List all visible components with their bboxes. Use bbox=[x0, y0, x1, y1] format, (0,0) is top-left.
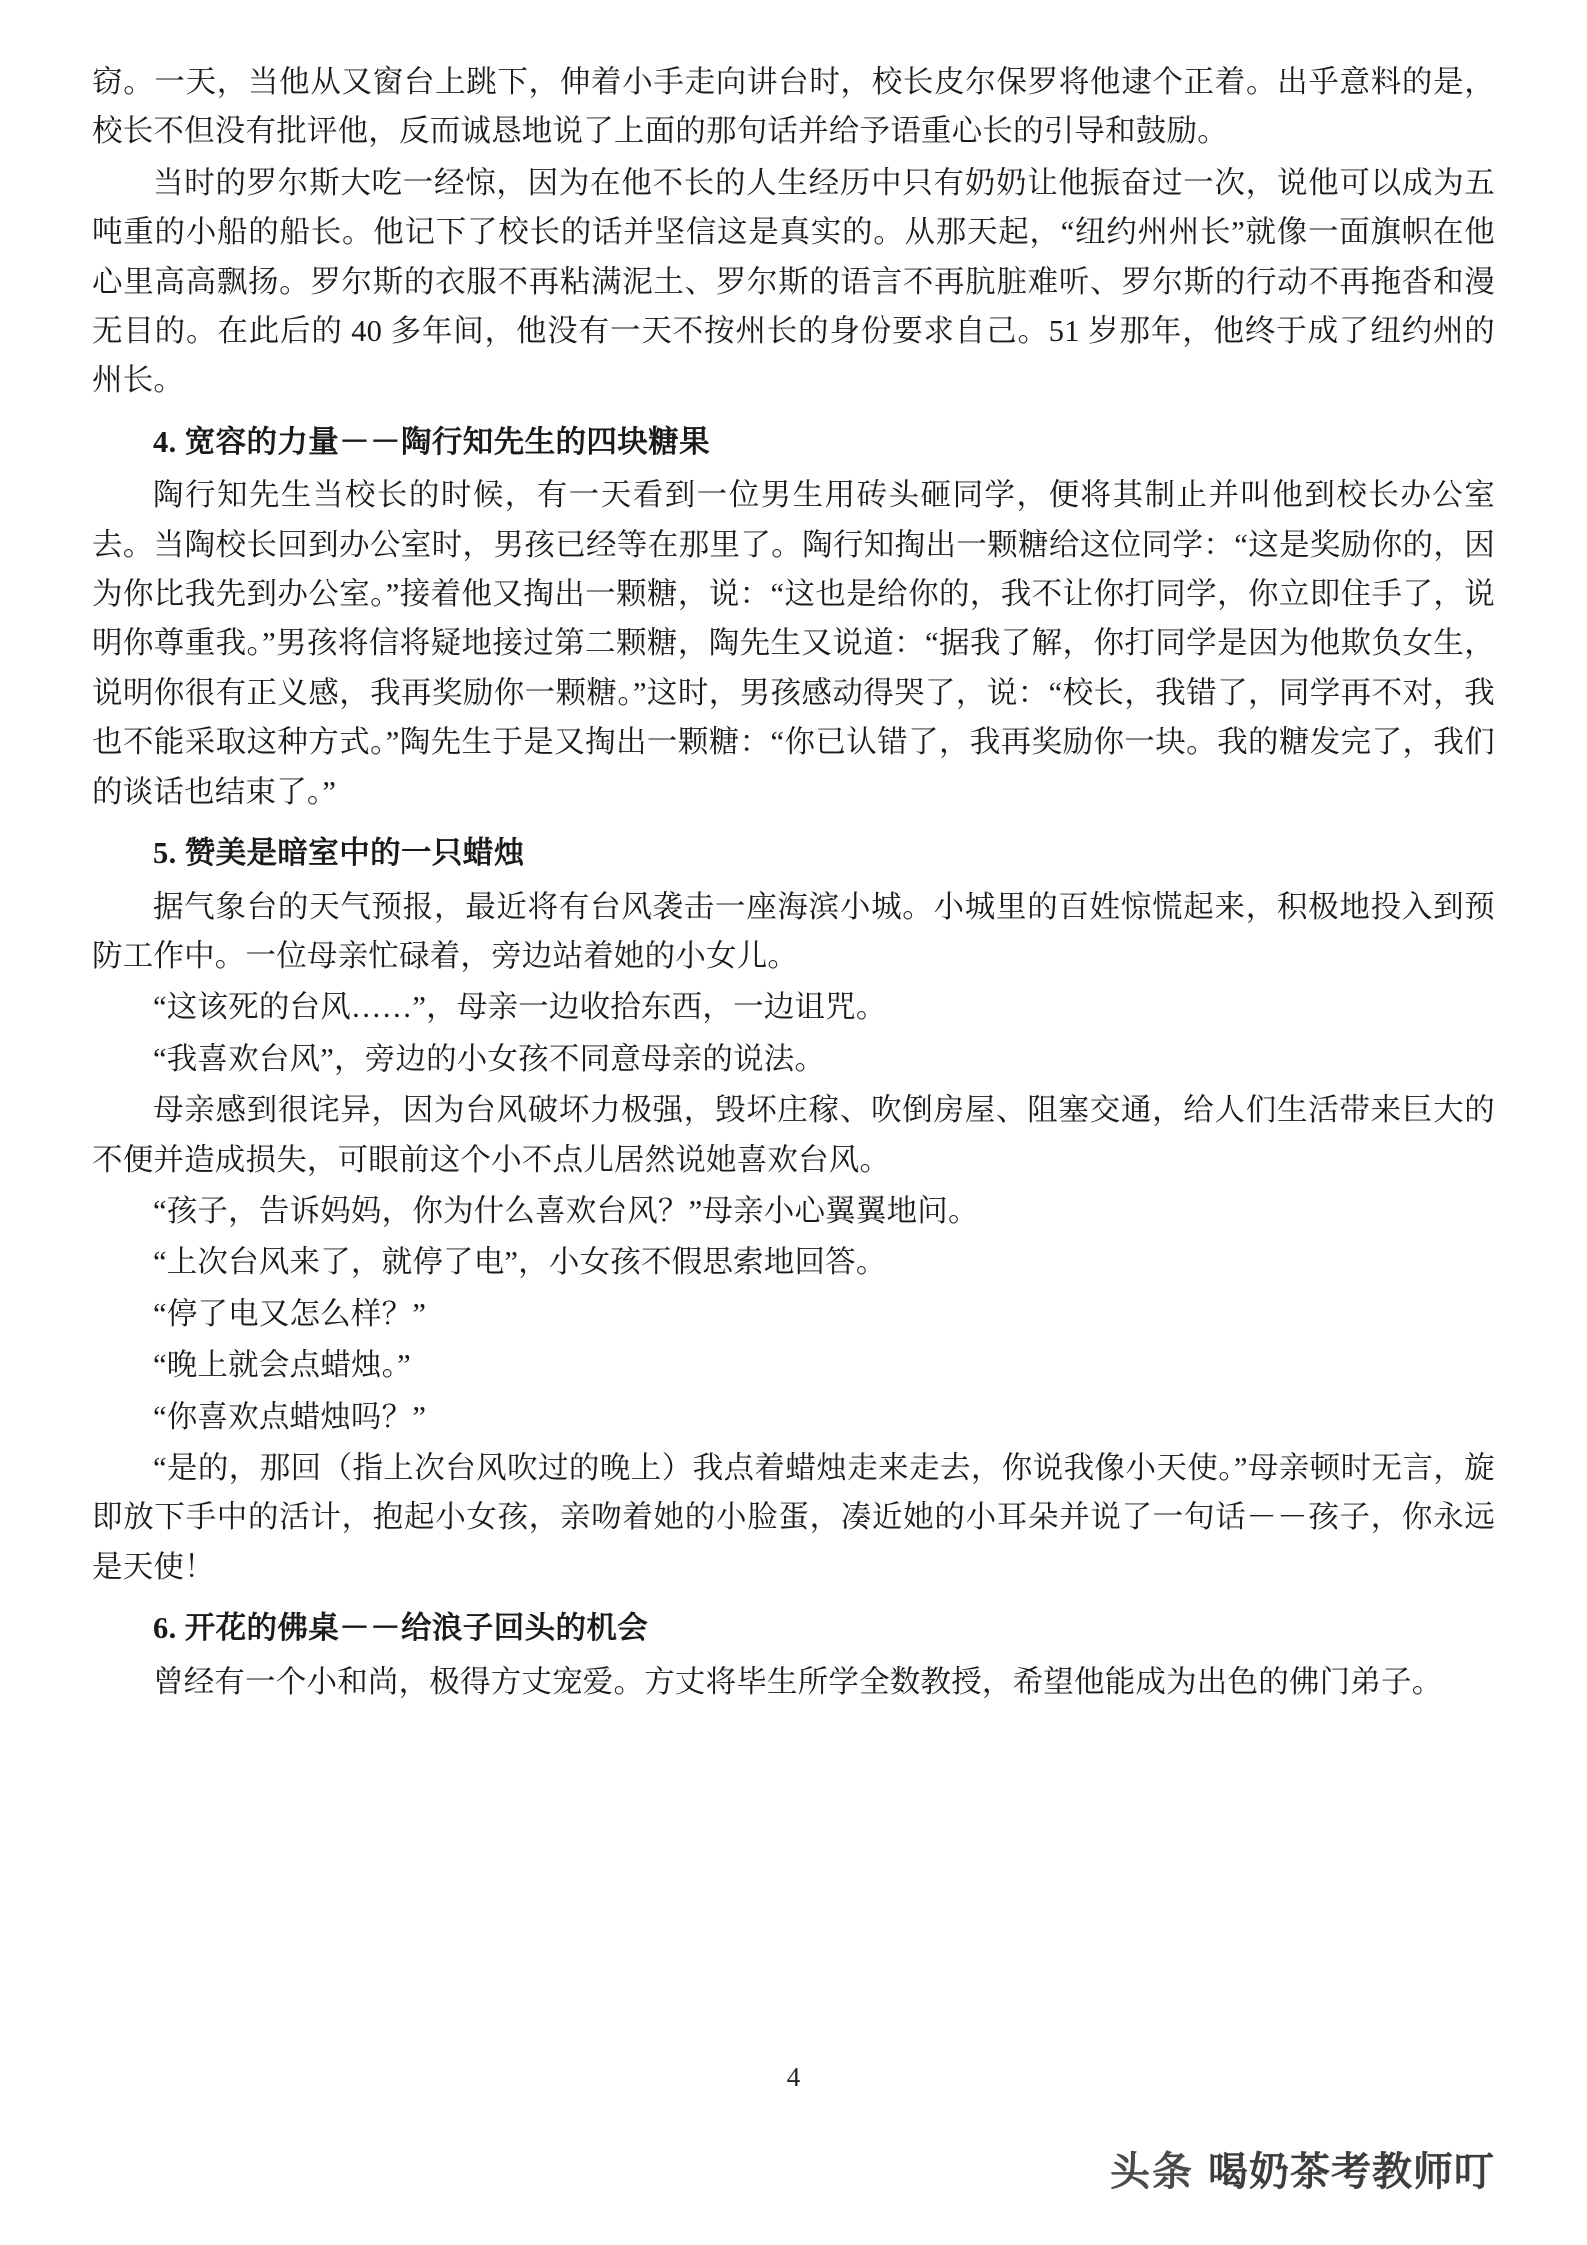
paragraph: “停了电又怎么样？” bbox=[153, 1296, 427, 1331]
watermark-account-name: 喝奶茶考教师叮 bbox=[1208, 2150, 1495, 2194]
paragraph: “是的，那回（指上次台风吹过的晚上）我点着蜡烛走来走去，你说我像小天使。”母亲顿时无言，旋即放下手中的活计，抱起小女孩，亲吻着她的小脸蛋，凑近她的小耳朵并说了一句话－－孩子，你永远是天使！ bbox=[92, 1450, 1495, 1584]
paragraph: “晚上就会点蜡烛。” bbox=[153, 1348, 411, 1383]
paragraph: 窃。一天，当他从又窗台上跳下，伸着小手走向讲台时，校长皮尔保罗将他逮个正着。出乎意料的是，校长不但没有批评他，反而诚恳地说了上面的那句话并给予语重心长的引导和鼓励。 bbox=[92, 65, 1495, 149]
toutiao-logo-icon bbox=[1110, 2140, 1194, 2197]
section-heading: 5. 赞美是暗室中的一只蜡烛 bbox=[153, 836, 525, 871]
paragraph: “孩子，告诉妈妈，你为什么喜欢台风？”母亲小心翼翼地问。 bbox=[153, 1193, 979, 1228]
paragraph: “你喜欢点蜡烛吗？” bbox=[153, 1399, 427, 1434]
paragraph: “这该死的台风……”，母亲一边收拾东西，一边诅咒。 bbox=[153, 990, 887, 1025]
watermark bbox=[1110, 2140, 1495, 2197]
paragraph: 据气象台的天气预报，最近将有台风袭击一座海滨小城。小城里的百姓惊慌起来，积极地投入到预防工作中。一位母亲忙碌着，旁边站着她的小女儿。 bbox=[92, 889, 1495, 973]
paragraph: 陶行知先生当校长的时候，有一天看到一位男生用砖头砸同学，便将其制止并叫他到校长办公室去。当陶校长回到办公室时，男孩已经等在那里了。陶行知掏出一颗糖给这位同学：“这是奖励你的，因为你比我先到办公室。”接着他又掏出一颗糖，说：“这也是给你的，我不让你打同学，你立即住手了，说明你尊重我。”男孩将信将疑地接过第二颗糖，陶先生又说道：“据我了解，你打同学是因为他欺负女生，说明你很有正义感，我再奖励你一颗糖。”这时，男孩感动得哭了，说：“校长，我错了，同学再不对，我也不能采取这种方式。”陶先生于是又掏出一颗糖：“你已认错了，我再奖励你一块。我的糖发完了，我们的谈话也结束了。” bbox=[92, 478, 1496, 809]
document-body bbox=[92, 58, 1495, 1707]
paragraph: 母亲感到很诧异，因为台风破坏力极强，毁坏庄稼、吹倒房屋、阻塞交通，给人们生活带来巨大的不便并造成损失，可眼前这个小不点儿居然说她喜欢台风。 bbox=[92, 1093, 1495, 1177]
section-heading: 6. 开花的佛桌－－给浪子回头的机会 bbox=[153, 1611, 649, 1646]
watermark-logo-text: 头条 bbox=[1110, 2150, 1194, 2194]
paragraph: “上次台风来了，就停了电”，小女孩不假思索地回答。 bbox=[153, 1245, 887, 1280]
paragraph: 当时的罗尔斯大吃一经惊，因为在他不长的人生经历中只有奶奶让他振奋过一次，说他可以成为五吨重的小船的船长。他记下了校长的话并坚信这是真实的。从那天起，“纽约州州长”就像一面旗帜在他心里高高飘扬。罗尔斯的衣服不再粘满泥土、罗尔斯的语言不再肮脏难听、罗尔斯的行动不再拖沓和漫无目的。在此后的 40 多年间，他没有一天不按州长的身份要求自己。51 岁那年，他终于成了纽约州的州长。 bbox=[92, 165, 1495, 398]
section-heading: 4. 宽容的力量－－陶行知先生的四块糖果 bbox=[153, 424, 710, 459]
paragraph: 曾经有一个小和尚，极得方丈宠爱。方丈将毕生所学全数教授，希望他能成为出色的佛门弟子。 bbox=[153, 1664, 1443, 1699]
page-number: 4 bbox=[786, 2062, 801, 2092]
paragraph: “我喜欢台风”，旁边的小女孩不同意母亲的说法。 bbox=[153, 1041, 826, 1076]
